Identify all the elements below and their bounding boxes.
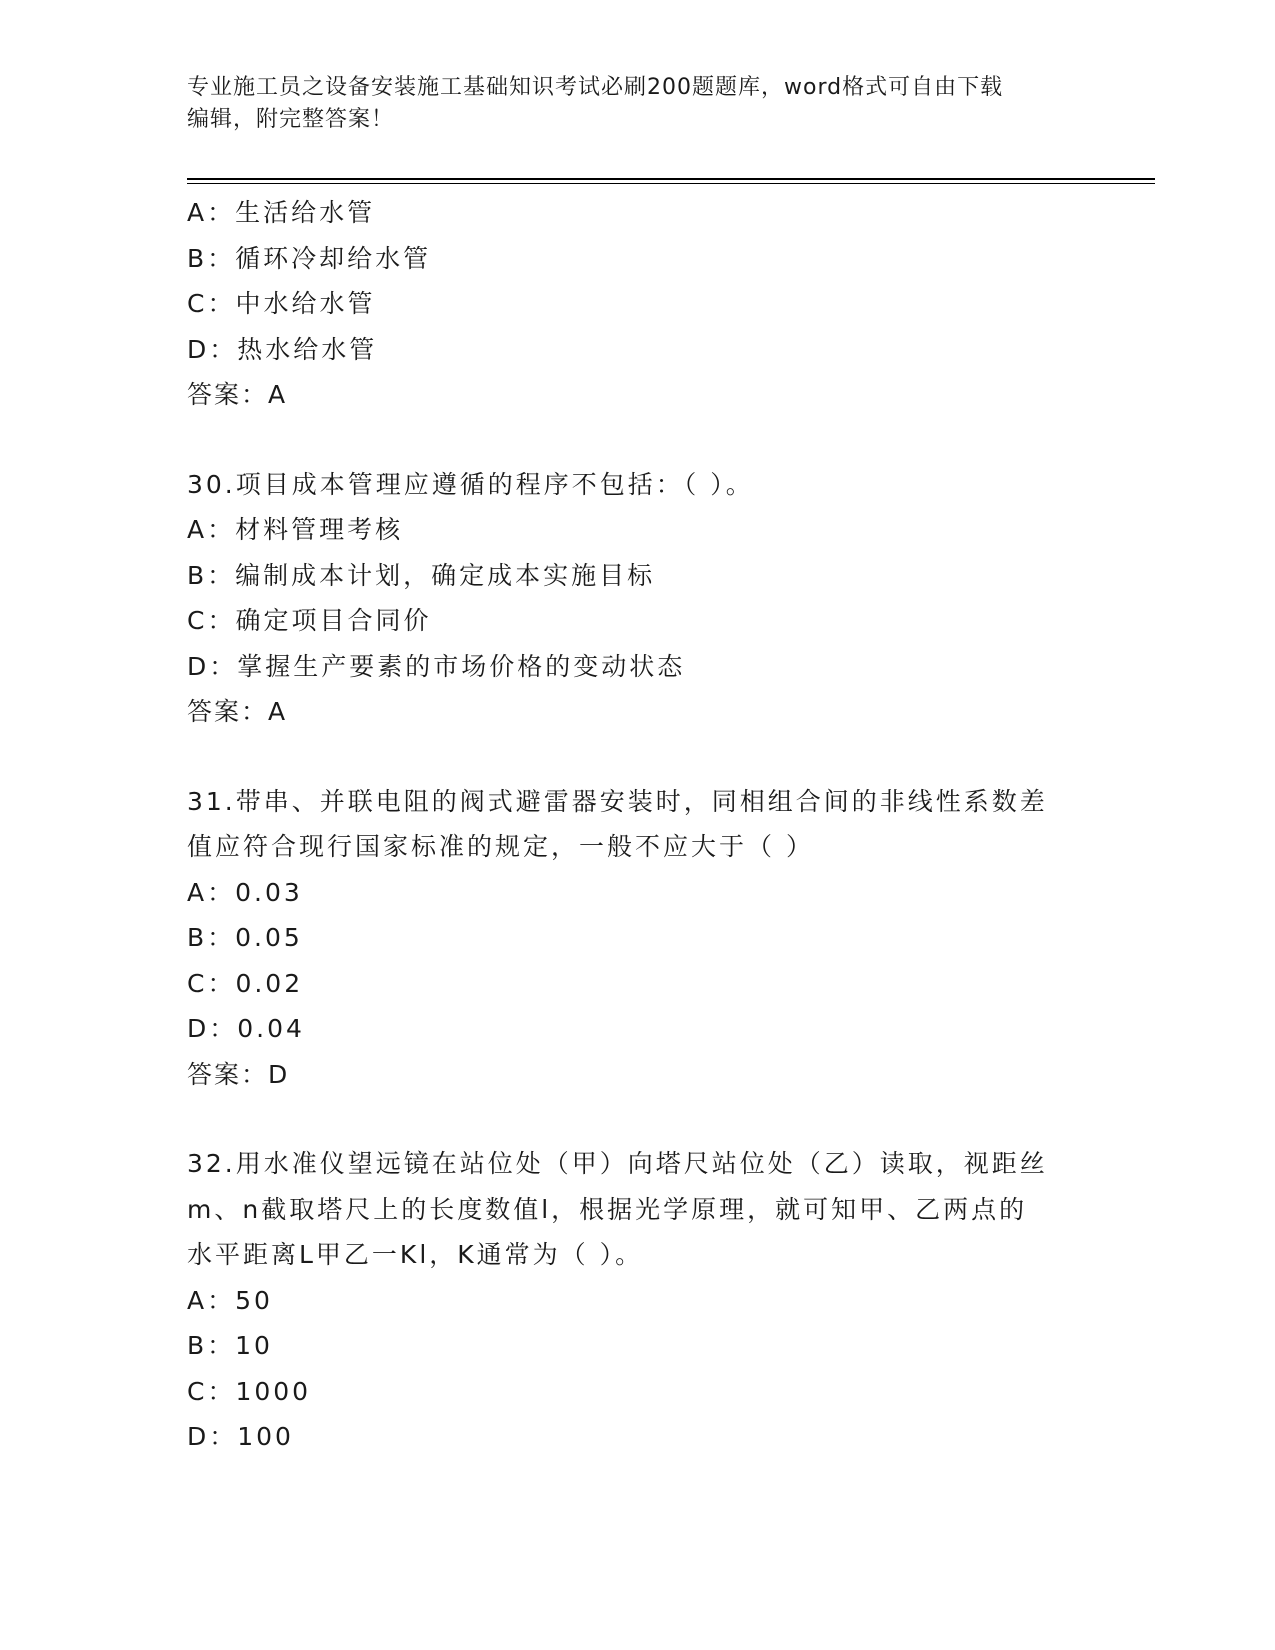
option-c: C：0.02 <box>187 968 304 998</box>
question-32 <box>187 1141 1087 1460</box>
header-rule-thick <box>187 178 1155 180</box>
option-b: B：10 <box>187 1331 273 1360</box>
option-b: B：编制成本计划，确定成本实施目标 <box>187 560 656 590</box>
option-d: D：掌握生产要素的市场价格的变动状态 <box>187 651 686 681</box>
question-stem: 水平距离L甲乙一Kl，K通常为（ ）。 <box>187 1240 644 1269</box>
option-c: C：确定项目合同价 <box>187 606 432 635</box>
question-30 <box>187 462 1087 735</box>
option-c: C：1000 <box>187 1376 312 1406</box>
option-a: A：生活给水管 <box>187 198 376 227</box>
question-31 <box>187 779 1087 1098</box>
question-stem: 30.项目成本管理应遵循的程序不包括：（ ）。 <box>187 469 754 499</box>
answer: 答案：A <box>187 697 288 726</box>
option-d: D：100 <box>187 1422 294 1451</box>
question-stem: 32.用水准仪望远镜在站位处（甲）向塔尺站位处（乙）读取，视距丝 <box>187 1149 1048 1178</box>
question-29 <box>187 190 1087 418</box>
option-a: A：材料管理考核 <box>187 515 404 544</box>
header-rule-thin <box>187 183 1155 184</box>
question-stem: 值应符合现行国家标准的规定，一般不应大于（ ） <box>187 832 814 861</box>
option-b: B：循环冷却给水管 <box>187 243 432 273</box>
option-a: A：0.03 <box>187 877 303 907</box>
option-d: D：0.04 <box>187 1014 305 1043</box>
question-stem: 31.带串、并联电阻的阀式避雷器安装时，同相组合间的非线性系数差 <box>187 786 1048 816</box>
document-header <box>187 72 1067 136</box>
header-line-1: 专业施工员之设备安装施工基础知识考试必刷200题题库，word格式可自由下载 <box>187 75 1004 100</box>
option-a: A：50 <box>187 1285 273 1315</box>
answer: 答案：A <box>187 380 288 409</box>
option-d: D：热水给水管 <box>187 334 378 364</box>
question-stem: m、n截取塔尺上的长度数值l，根据光学原理，就可知甲、乙两点的 <box>187 1194 1028 1224</box>
option-c: C：中水给水管 <box>187 289 376 318</box>
question-list <box>187 190 1087 1460</box>
option-b: B：0.05 <box>187 923 303 952</box>
header-line-2: 编辑，附完整答案！ <box>187 107 395 132</box>
answer: 答案：D <box>187 1059 290 1089</box>
